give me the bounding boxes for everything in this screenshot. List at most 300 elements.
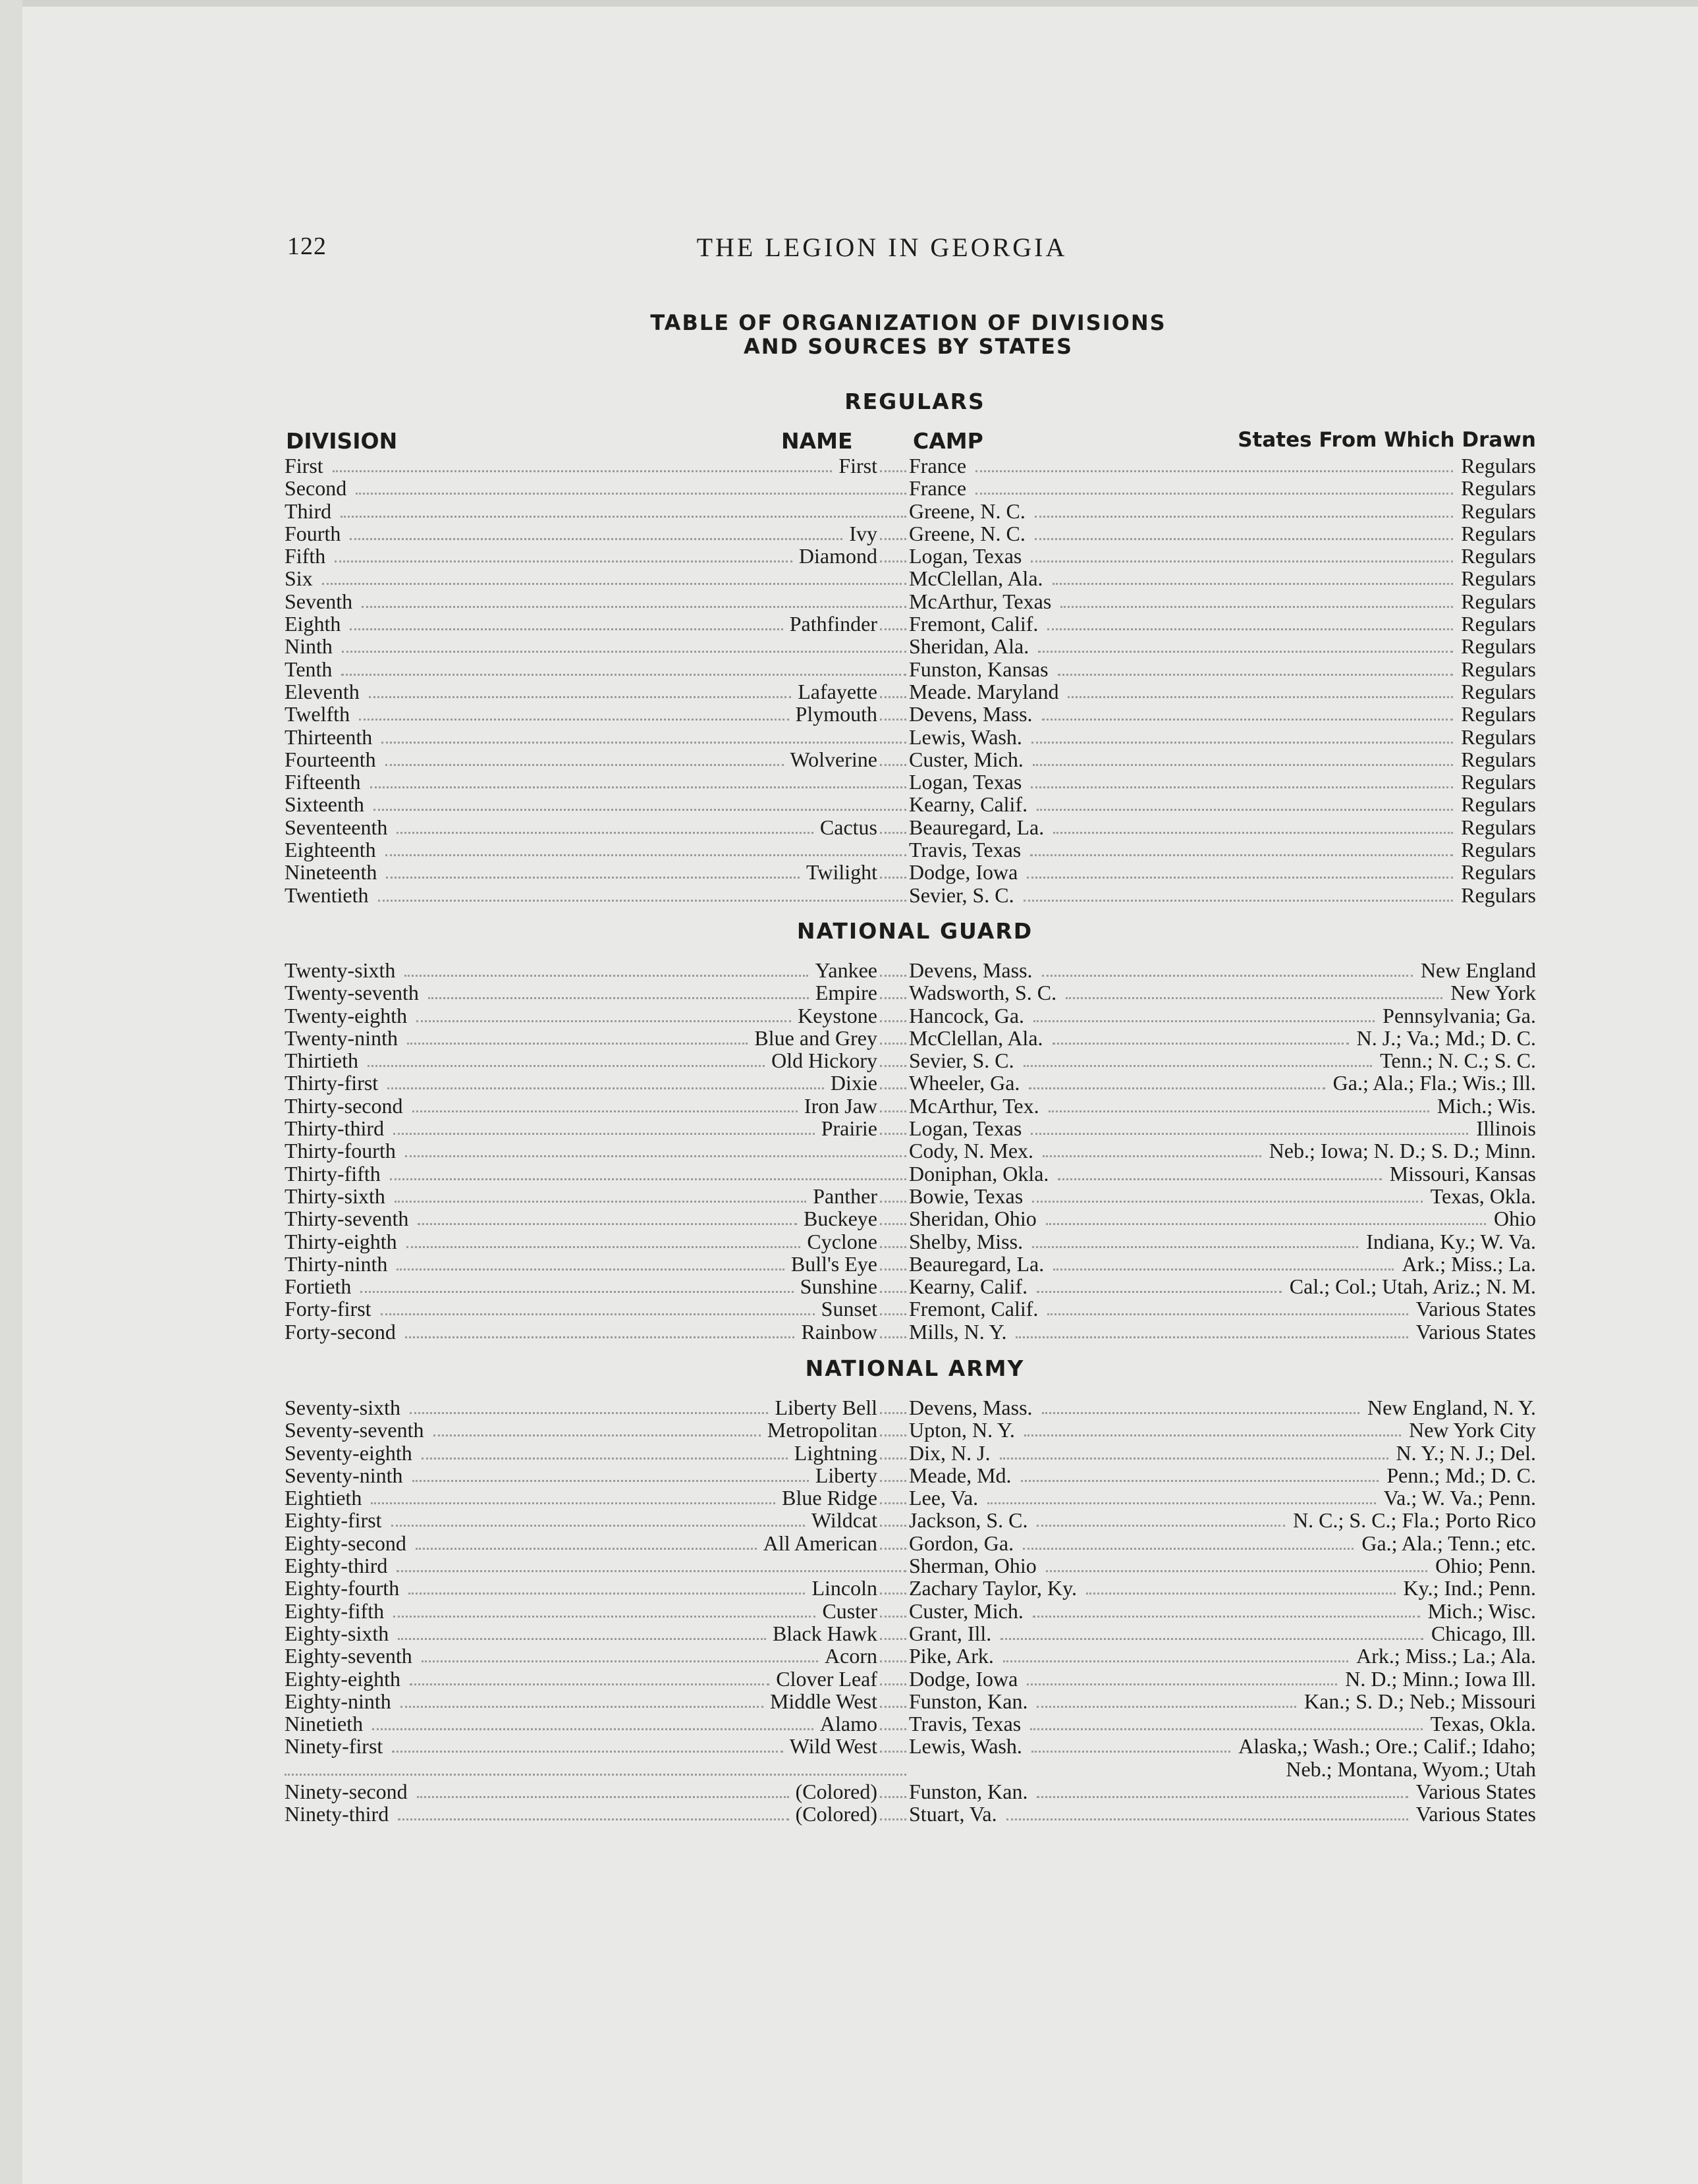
dot-leader xyxy=(406,1246,801,1248)
camp-cell: Greene, N. C. xyxy=(909,499,1026,523)
dot-leader xyxy=(880,975,906,977)
dot-leader xyxy=(412,1110,798,1112)
dot-leader xyxy=(1031,1751,1230,1753)
dot-leader xyxy=(880,1110,906,1112)
dot-leader xyxy=(392,1751,782,1753)
camp-cell: Devens, Mass. xyxy=(909,1396,1033,1419)
division-cell: Thirty-fourth xyxy=(285,1139,396,1163)
dot-leader xyxy=(880,1751,906,1753)
dot-leader xyxy=(880,997,906,999)
states-cell: Regulars xyxy=(1461,792,1536,817)
dot-leader xyxy=(880,1065,906,1067)
states-cell: Texas, Okla. xyxy=(1430,1712,1536,1736)
dot-leader xyxy=(397,1269,784,1270)
division-cell: Fifteenth xyxy=(285,770,361,794)
states-cell: Regulars xyxy=(1461,657,1536,681)
table-row xyxy=(285,613,1536,635)
states-cell: Indiana, Ky.; W. Va. xyxy=(1366,1229,1536,1253)
name-cell: Middle West xyxy=(769,1689,877,1713)
camp-cell: Devens, Mass. xyxy=(909,702,1033,726)
division-cell: Eighty-seventh xyxy=(285,1644,412,1668)
camp-cell: Dix, N. J. xyxy=(909,1440,991,1465)
table-row xyxy=(285,1622,1536,1645)
division-cell: Eleventh xyxy=(285,679,360,703)
table-row xyxy=(285,1253,1536,1275)
dot-leader xyxy=(385,854,906,856)
dot-leader xyxy=(1030,854,1453,856)
dot-leader xyxy=(1031,786,1453,788)
table-row xyxy=(285,703,1536,725)
dot-leader xyxy=(1058,674,1454,676)
division-cell: Thirty-seventh xyxy=(285,1207,409,1231)
dot-leader xyxy=(416,1548,757,1550)
division-cell: Twenty-seventh xyxy=(285,981,419,1005)
dot-leader xyxy=(880,1660,906,1662)
table-row xyxy=(285,658,1536,680)
column-header-division: DIVISION xyxy=(286,428,398,454)
camp-cell: Kearny, Calif. xyxy=(909,792,1028,817)
camp-cell: Cody, N. Mex. xyxy=(909,1139,1034,1163)
dot-leader xyxy=(1021,1480,1379,1482)
dot-leader xyxy=(1027,877,1453,879)
dot-leader xyxy=(1033,1020,1375,1022)
states-cell: New England, N. Y. xyxy=(1367,1396,1536,1419)
dot-leader xyxy=(880,696,906,698)
dot-leader xyxy=(880,877,906,879)
table-row xyxy=(285,1780,1536,1803)
page-header xyxy=(0,232,1698,271)
table-row xyxy=(285,1230,1536,1253)
name-cell: Blue Ridge xyxy=(782,1486,877,1510)
states-cell: Texas, Okla. xyxy=(1430,1184,1536,1208)
table-row xyxy=(285,1049,1536,1072)
dot-leader xyxy=(398,1818,788,1820)
dot-leader xyxy=(1049,1110,1429,1112)
division-cell: Eighteenth xyxy=(285,838,376,862)
division-cell: Eighty-fourth xyxy=(285,1576,400,1600)
dot-leader xyxy=(1086,1593,1395,1595)
name-cell: Pathfinder xyxy=(789,612,877,636)
table-row xyxy=(285,1027,1536,1049)
name-cell: Ivy xyxy=(849,521,877,545)
dot-leader xyxy=(880,1246,906,1248)
camp-cell: Jackson, S. C. xyxy=(909,1508,1028,1533)
dot-leader xyxy=(880,1223,906,1225)
dot-leader xyxy=(342,651,906,653)
dot-leader xyxy=(360,1291,793,1293)
dot-leader xyxy=(880,1502,906,1504)
states-cell: Regulars xyxy=(1461,815,1536,839)
camp-cell: Meade, Md. xyxy=(909,1463,1012,1487)
dot-leader xyxy=(350,538,842,540)
table-row xyxy=(285,1139,1536,1162)
table-row xyxy=(285,726,1536,748)
camp-cell: Dodge, Iowa xyxy=(909,1666,1018,1691)
name-cell: Empire xyxy=(815,981,877,1005)
camp-cell: France xyxy=(909,454,967,478)
name-cell: Dixie xyxy=(830,1071,877,1095)
dot-leader xyxy=(333,470,833,472)
dot-leader xyxy=(1033,764,1453,766)
dot-leader xyxy=(368,1065,765,1067)
division-cell: Ninetieth xyxy=(285,1712,364,1736)
dot-leader xyxy=(385,764,784,766)
camp-cell: Greene, N. C. xyxy=(909,521,1026,545)
dot-leader xyxy=(373,809,906,811)
camp-cell: Grant, Ill. xyxy=(909,1621,992,1645)
camp-cell: Lee, Va. xyxy=(909,1486,979,1510)
division-cell: Thirtieth xyxy=(285,1049,358,1073)
states-cell: Regulars xyxy=(1461,860,1536,885)
name-cell: Lincoln xyxy=(811,1576,877,1600)
dot-leader xyxy=(397,832,813,834)
states-cell: New England xyxy=(1420,958,1536,982)
dot-leader xyxy=(1058,1178,1381,1180)
camp-cell: McClellan, Ala. xyxy=(909,1025,1043,1050)
camp-cell: Sevier, S. C. xyxy=(909,1049,1014,1073)
division-cell: Tenth xyxy=(285,657,333,681)
dot-leader xyxy=(880,1434,906,1436)
dot-leader xyxy=(341,674,906,676)
dot-leader xyxy=(418,1223,797,1225)
dot-leader xyxy=(880,1313,906,1315)
dot-leader xyxy=(285,1774,906,1776)
dot-leader xyxy=(880,1087,906,1089)
dot-leader xyxy=(395,1201,806,1203)
dot-leader xyxy=(405,1336,795,1338)
camp-cell: Kearny, Calif. xyxy=(909,1274,1028,1299)
states-cell: Various States xyxy=(1415,1802,1536,1826)
table-row xyxy=(285,884,1536,906)
states-cell: N. C.; S. C.; Fla.; Porto Rico xyxy=(1293,1508,1536,1533)
camp-cell: Mills, N. Y. xyxy=(909,1319,1007,1344)
division-cell: Forty-second xyxy=(285,1319,396,1344)
states-cell: N. D.; Minn.; Iowa Ill. xyxy=(1345,1666,1536,1691)
dot-leader xyxy=(416,1020,791,1022)
states-cell: Regulars xyxy=(1461,589,1536,613)
table-row xyxy=(285,1185,1536,1207)
division-cell: Second xyxy=(285,476,347,501)
camp-cell: Doniphan, Okla. xyxy=(909,1161,1049,1186)
dot-leader xyxy=(433,1434,761,1436)
division-cell: Thirty-ninth xyxy=(285,1251,388,1276)
camp-cell: Lewis, Wash. xyxy=(909,1734,1022,1759)
states-cell: Regulars xyxy=(1461,724,1536,749)
camp-cell: Funston, Kan. xyxy=(909,1689,1028,1713)
name-cell: Wild West xyxy=(789,1734,877,1759)
name-cell: Acorn xyxy=(825,1644,877,1668)
states-cell: N. J.; Va.; Md.; D. C. xyxy=(1356,1025,1536,1050)
division-cell: Thirteenth xyxy=(285,724,373,749)
dot-leader xyxy=(1053,832,1453,834)
division-cell: Thirty-second xyxy=(285,1093,403,1118)
dot-leader xyxy=(1043,1155,1261,1157)
division-cell: Eighty-second xyxy=(285,1531,406,1555)
dot-leader xyxy=(1031,560,1453,562)
table-row xyxy=(285,771,1536,793)
dot-leader xyxy=(1068,696,1453,698)
states-cell: Regulars xyxy=(1461,838,1536,862)
name-cell: Old Hickory xyxy=(771,1049,877,1073)
states-cell: Mich.; Wis. xyxy=(1437,1093,1536,1118)
division-cell: Ninety-second xyxy=(285,1780,408,1804)
division-cell: Fourteenth xyxy=(285,747,376,771)
dot-leader xyxy=(975,493,1453,495)
table-row xyxy=(285,1275,1536,1297)
division-cell: Seventh xyxy=(285,589,353,613)
division-cell: Thirty-eighth xyxy=(285,1229,397,1253)
table-row xyxy=(285,522,1536,545)
table-row xyxy=(285,1442,1536,1464)
camp-cell: Logan, Texas xyxy=(909,770,1022,794)
table-row xyxy=(285,1509,1536,1531)
states-cell: Regulars xyxy=(1461,612,1536,636)
states-cell: Cal.; Col.; Utah, Ariz.; N. M. xyxy=(1289,1274,1536,1299)
dot-leader xyxy=(1037,1796,1408,1798)
states-cell: Tenn.; N. C.; S. C. xyxy=(1380,1049,1536,1073)
page-number: 122 xyxy=(287,232,327,260)
dot-leader xyxy=(880,470,906,472)
name-cell: Liberty Bell xyxy=(775,1396,877,1419)
dot-leader xyxy=(397,1570,906,1572)
dot-leader xyxy=(410,1412,769,1414)
dot-leader xyxy=(1032,1246,1358,1248)
division-cell: Seventy-eighth xyxy=(285,1440,412,1465)
table-row xyxy=(285,1207,1536,1230)
division-cell: Nineteenth xyxy=(285,860,377,885)
dot-leader xyxy=(880,1706,906,1708)
division-cell: Sixteenth xyxy=(285,792,364,817)
table-row xyxy=(285,1117,1536,1139)
table-row xyxy=(285,477,1536,499)
name-cell: Diamond xyxy=(798,544,877,568)
camp-cell: France xyxy=(909,476,967,501)
states-cell: Alaska,; Wash.; Ore.; Calif.; Idaho; xyxy=(1238,1734,1536,1759)
camp-cell: Sheridan, Ala. xyxy=(909,634,1029,659)
states-cell: Ga.; Ala.; Fla.; Wis.; Ill. xyxy=(1332,1071,1536,1095)
division-cell: Eightieth xyxy=(285,1486,362,1510)
states-cell: Regulars xyxy=(1461,476,1536,501)
camp-cell: Beauregard, La. xyxy=(909,815,1045,839)
dot-leader xyxy=(1023,1548,1354,1550)
name-cell: Panther xyxy=(813,1184,877,1208)
dot-leader xyxy=(322,583,906,585)
division-cell: Six xyxy=(285,566,313,591)
table-row xyxy=(285,1095,1536,1117)
states-cell: Various States xyxy=(1415,1297,1536,1321)
name-cell: Wolverine xyxy=(790,747,877,771)
dot-leader xyxy=(393,1616,815,1618)
states-cell: Regulars xyxy=(1461,634,1536,659)
states-cell-continued: Neb.; Montana, Wyom.; Utah xyxy=(1286,1757,1536,1781)
division-cell: Eighty-sixth xyxy=(285,1621,389,1645)
camp-cell: Pike, Ark. xyxy=(909,1644,994,1668)
dot-leader xyxy=(381,1313,815,1315)
division-cell: Seventeenth xyxy=(285,815,388,839)
division-cell: Thirty-first xyxy=(285,1071,379,1095)
name-cell: Rainbow xyxy=(801,1319,877,1344)
states-cell: Regulars xyxy=(1461,454,1536,478)
dot-leader xyxy=(1066,997,1442,999)
dot-leader xyxy=(1042,1412,1360,1414)
division-cell: Seventy-sixth xyxy=(285,1396,400,1419)
camp-cell: Dodge, Iowa xyxy=(909,860,1018,885)
dot-leader xyxy=(880,1796,906,1798)
name-cell: Yankee xyxy=(815,958,877,982)
division-cell: Seventy-ninth xyxy=(285,1463,403,1487)
table-row xyxy=(285,1668,1536,1690)
dot-leader xyxy=(1006,1818,1408,1820)
dot-leader xyxy=(422,1660,818,1662)
dot-leader xyxy=(880,1133,906,1135)
table-title xyxy=(0,311,1698,358)
camp-cell: Travis, Texas xyxy=(909,838,1022,862)
name-cell: Wildcat xyxy=(811,1508,877,1533)
name-cell: Sunshine xyxy=(800,1274,877,1299)
division-cell: Eighty-third xyxy=(285,1554,388,1578)
dot-leader xyxy=(880,1638,906,1640)
table-row xyxy=(285,1396,1536,1419)
name-cell: Keystone xyxy=(798,1003,877,1027)
dot-leader xyxy=(880,1201,906,1203)
section-heading-regulars: REGULARS xyxy=(844,389,985,414)
dot-leader xyxy=(1031,1133,1468,1135)
table-row xyxy=(285,454,1536,477)
states-cell: Ky.; Ind.; Penn. xyxy=(1403,1576,1536,1600)
dot-leader xyxy=(1033,1616,1420,1618)
division-cell: Eighty-eighth xyxy=(285,1666,400,1691)
dot-leader xyxy=(1035,516,1453,518)
division-cell: Fortieth xyxy=(285,1274,352,1299)
dot-leader xyxy=(1016,1336,1408,1338)
states-cell: N. Y.; N. J.; Del. xyxy=(1396,1440,1536,1465)
name-cell: Iron Jaw xyxy=(804,1093,877,1118)
name-cell: Cactus xyxy=(819,815,877,839)
table-row xyxy=(285,1464,1536,1487)
dot-leader xyxy=(1024,1065,1373,1067)
page-edge-top xyxy=(0,0,1698,7)
dot-leader xyxy=(371,1502,775,1504)
running-title: THE LEGION IN GEORGIA xyxy=(696,232,1068,262)
column-header-name: NAME xyxy=(781,428,853,454)
dot-leader xyxy=(378,900,907,902)
states-cell: Regulars xyxy=(1461,544,1536,568)
table-row xyxy=(285,1735,1536,1757)
name-cell: Sunset xyxy=(821,1297,877,1321)
dot-leader xyxy=(1037,1291,1282,1293)
states-cell: Regulars xyxy=(1461,702,1536,726)
states-cell: Regulars xyxy=(1461,521,1536,545)
table-row xyxy=(285,500,1536,522)
table-row xyxy=(285,1645,1536,1667)
dot-leader xyxy=(391,1525,805,1527)
table-row xyxy=(285,680,1536,703)
table-row xyxy=(285,959,1536,981)
dot-leader xyxy=(880,832,906,834)
states-cell: Regulars xyxy=(1461,679,1536,703)
dot-leader xyxy=(1053,583,1454,585)
dot-leader xyxy=(880,719,906,721)
dot-leader xyxy=(398,1638,766,1640)
name-cell: Prairie xyxy=(821,1116,877,1141)
table-title-line-1: TABLE OF ORGANIZATION OF DIVISIONS xyxy=(650,310,1166,335)
dot-leader xyxy=(880,1616,906,1618)
dot-leader xyxy=(407,1043,748,1045)
camp-cell: Custer, Mich. xyxy=(909,1598,1024,1623)
dot-leader xyxy=(1000,1638,1423,1640)
table-row xyxy=(285,635,1536,657)
camp-cell: Logan, Texas xyxy=(909,1116,1022,1141)
division-cell: Thirty-third xyxy=(285,1116,385,1141)
table-row xyxy=(285,1162,1536,1185)
dot-leader xyxy=(1042,719,1454,721)
name-cell: Black Hawk xyxy=(772,1621,877,1645)
dot-leader xyxy=(356,493,906,495)
division-cell: Forty-first xyxy=(285,1297,371,1321)
states-cell: New York City xyxy=(1409,1418,1536,1442)
states-cell: Ark.; Miss.; La.; Ala. xyxy=(1356,1644,1536,1668)
states-cell: Penn.; Md.; D. C. xyxy=(1386,1463,1536,1487)
states-cell: Missouri, Kansas xyxy=(1389,1161,1536,1186)
dot-leader xyxy=(880,538,906,540)
camp-cell: Lewis, Wash. xyxy=(909,724,1022,749)
dot-leader xyxy=(369,696,791,698)
dot-leader xyxy=(335,560,792,562)
dot-leader xyxy=(1046,1570,1427,1572)
dot-leader xyxy=(1053,1269,1394,1270)
dot-leader xyxy=(1047,1313,1408,1315)
dot-leader xyxy=(975,470,1453,472)
regulars-rows xyxy=(285,454,1536,906)
table-row xyxy=(285,1712,1536,1735)
dot-leader xyxy=(386,877,800,879)
states-cell: Various States xyxy=(1415,1319,1536,1344)
column-header-states: States From Which Drawn xyxy=(1238,428,1536,452)
dot-leader xyxy=(880,1818,906,1820)
table-row xyxy=(285,748,1536,771)
table-row xyxy=(285,1487,1536,1509)
name-cell: (Colored) xyxy=(795,1780,877,1804)
dot-leader xyxy=(880,1593,906,1595)
camp-cell: Devens, Mass. xyxy=(909,958,1033,982)
dot-leader xyxy=(422,1458,788,1460)
dot-leader xyxy=(350,628,782,630)
states-cell: Regulars xyxy=(1461,747,1536,771)
camp-cell: Custer, Mich. xyxy=(909,747,1024,771)
name-cell: Metropolitan xyxy=(767,1418,877,1442)
dot-leader xyxy=(880,560,906,562)
division-cell: Fifth xyxy=(285,544,326,568)
name-cell: Liberty xyxy=(815,1463,877,1487)
states-cell: Mich.; Wisc. xyxy=(1427,1598,1536,1623)
division-cell: Eighty-ninth xyxy=(285,1689,391,1713)
dot-leader xyxy=(1047,628,1453,630)
division-cell: Fourth xyxy=(285,521,341,545)
table-row xyxy=(285,1072,1536,1094)
camp-cell: McArthur, Texas xyxy=(909,589,1052,613)
dot-leader xyxy=(359,719,788,721)
table-row xyxy=(285,816,1536,838)
camp-cell: Logan, Texas xyxy=(909,544,1022,568)
states-cell: Pennsylvania; Ga. xyxy=(1383,1003,1536,1027)
column-header-camp: CAMP xyxy=(913,428,983,454)
states-cell: Ohio xyxy=(1494,1207,1536,1231)
dot-leader xyxy=(880,1683,906,1685)
division-cell: Eighty-fifth xyxy=(285,1598,385,1623)
dot-leader xyxy=(412,1480,809,1482)
camp-cell: Travis, Texas xyxy=(909,1712,1022,1736)
camp-cell: Funston, Kan. xyxy=(909,1780,1028,1804)
